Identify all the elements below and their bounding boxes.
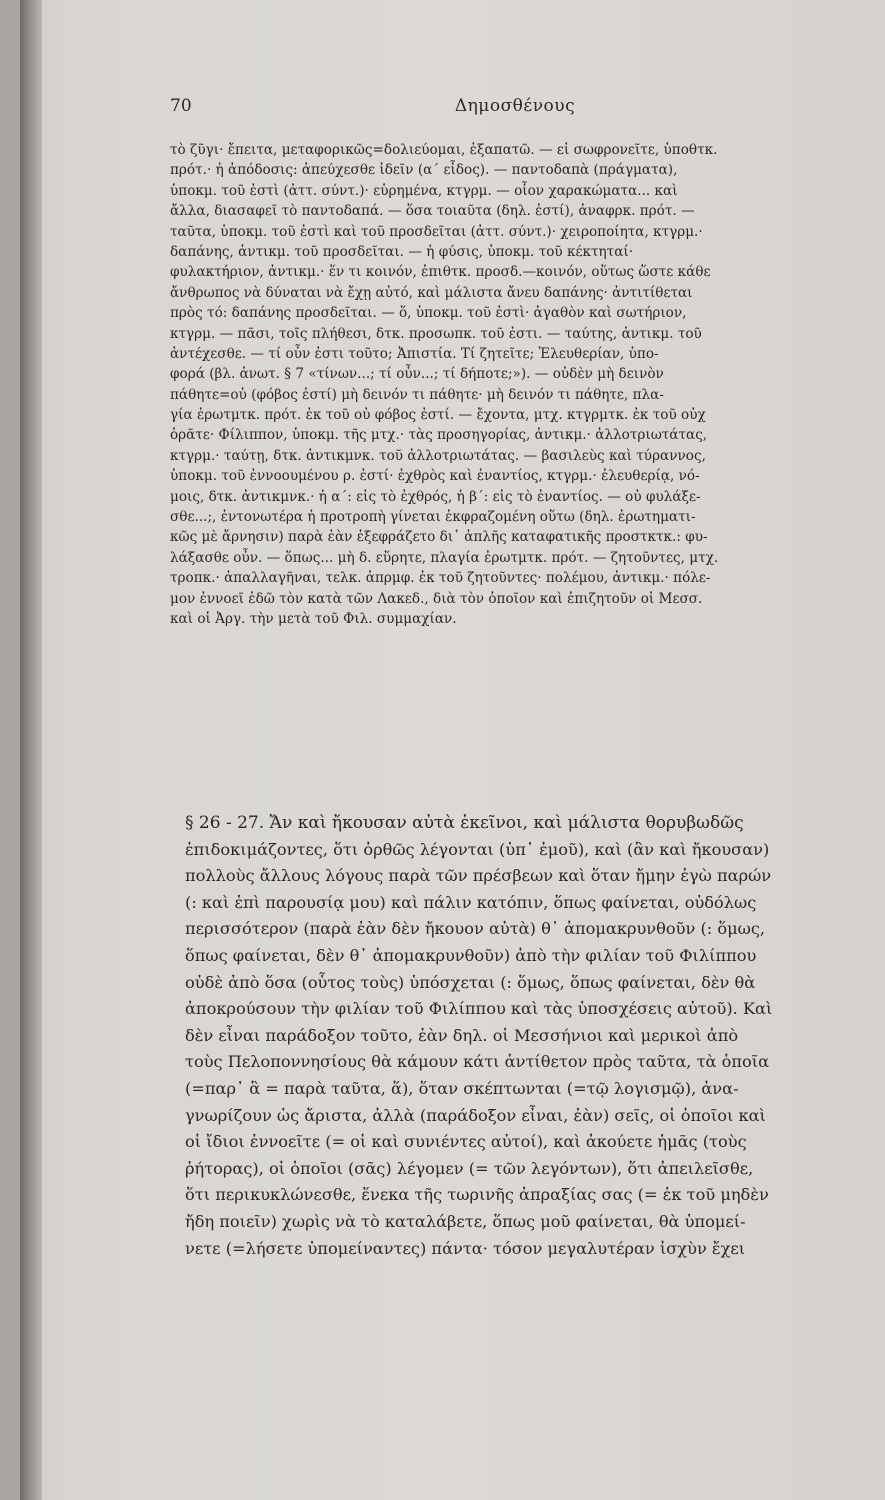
paragraph-line: περισσότερον (παρὰ ἐὰν δὲν ἤκουον αὐτὰ) θ᾽ ἀπομακρυνθοῦν (: ὅμως, — [185, 919, 766, 939]
note-line: πάθητε=οὐ (φόβος ἐστί) μὴ δεινόν τι πάθητε· μὴ δεινόν τι πάθητε, πλα- — [170, 386, 664, 403]
paragraph-line: πολλοὺς ἄλλους λόγους παρὰ τῶν πρέσβεων καὶ ὅταν ἤμην ἐγὼ παρών — [185, 866, 772, 886]
translation-paragraph — [185, 810, 885, 1262]
paragraph-line: δὲν εἶναι παράδοξον τοῦτο, ἐὰν δηλ. οἱ Μεσσήνιοι καὶ μερικοὶ ἀπὸ — [185, 1025, 739, 1045]
note-line: κῶς μὲ ἄρνησιν) παρὰ ἐὰν ἐξεφράζετο δι᾽ ἁπλῆς καταφατικῆς προστκτκ.: φυ- — [170, 529, 708, 546]
page-header — [170, 96, 860, 126]
note-line: φυλακτήριον, ἀντικμ.· ἕν τι κοινόν, ἐπιθτκ. προσδ.—κοινόν, οὕτως ὥστε κάθε — [170, 264, 711, 281]
note-line: ἄνθρωπος νὰ δύναται νὰ ἔχῃ αὐτό, καὶ μάλιστα ἄνευ δαπάνης· ἀντιτίθεται — [170, 284, 693, 301]
note-line: λάξασθε οὖν. — ὅπως... μὴ δ. εὕρητε, πλαγία ἐρωτμτκ. πρότ. — ζητοῦντες, μτχ. — [170, 549, 719, 566]
running-title: Δημοσθένους — [454, 96, 576, 116]
paragraph-line: (: καὶ ἐπὶ παρουσίᾳ μου) καὶ πάλιν κατόπιν, ὅπως φαίνεται, οὐδόλως — [185, 892, 757, 912]
note-line: φορά (βλ. ἀνωτ. § 7 «τίνων...; τί οὖν...; τί δήποτε;»). — οὐδὲν μὴ δεινὸν — [170, 366, 664, 383]
note-line: ἄλλα, διασαφεῖ τὸ παντοδαπά. — ὅσα τοιαῦτα (δηλ. ἐστί), ἀναφρκ. πρότ. — — [170, 203, 695, 220]
paragraph-line: ὅτι περικυκλώνεσθε, ἕνεκα τῆς τωρινῆς ἀπραξίας σας (= ἐκ τοῦ μηδὲν — [185, 1185, 769, 1205]
paragraph-line: (=παρ᾽ ἃ = παρὰ ταῦτα, ἅ), ὅταν σκέπτωνται (=τῷ λογισμῷ), ἀνα- — [185, 1078, 739, 1098]
note-line: πρὸς τό: δαπάνης προσδεῖται. — ὅ, ὑποκμ. τοῦ ἐστὶ· ἀγαθὸν καὶ σωτήριον, — [170, 305, 687, 322]
note-line: ὑποκμ. τοῦ ἐννοουμένου ρ. ἐστί· ἐχθρὸς καὶ ἐναντίος, κτγρμ.· ἐλευθερίᾳ, νό- — [170, 468, 700, 485]
note-line: καὶ οἱ Ἀργ. τὴν μετὰ τοῦ Φιλ. συμμαχίαν. — [170, 610, 457, 627]
page-number: 70 — [170, 96, 192, 116]
note-line: δαπάνης, ἀντικμ. τοῦ προσδεῖται. — ἡ φύσις, ὑποκμ. τοῦ κέκτηταί· — [170, 243, 634, 260]
commentary-notes — [170, 140, 885, 629]
note-line: τροπκ.· ἀπαλλαγῆναι, τελκ. ἀπρμφ. ἐκ τοῦ ζητοῦντες· πολέμου, ἀντικμ.· πόλε- — [170, 570, 711, 587]
paragraph-line: ἤδη ποιεῖν) χωρὶς νὰ τὸ καταλάβετε, ὅπως μοῦ φαίνεται, θὰ ὑπομεί- — [185, 1211, 746, 1231]
paragraph-line: ῥήτορας), οἱ ὁποῖοι (σᾶς) λέγομεν (= τῶν λεγόντων), ὅτι ἀπειλεῖσθε, — [185, 1158, 754, 1178]
section-heading-line: § 26 - 27. Ἄν καὶ ἤκουσαν αὐτὰ ἐκεῖνοι, καὶ μάλιστα θορυβωδῶς — [185, 813, 744, 833]
note-line: κτγρμ. — πᾶσι, τοῖς πλήθεσι, δτκ. προσωπκ. τοῦ ἐστι. — ταύτης, ἀντικμ. τοῦ — [170, 325, 702, 342]
note-line: μοις, δτκ. ἀντικμνκ.· ἡ α΄: εἰς τὸ ἐχθρός, ἡ β΄: εἰς τὸ ἐναντίος. — οὐ φυλάξε- — [170, 488, 701, 505]
note-line: πρότ.· ἡ ἀπόδοσις: ἀπεύχεσθε ἰδεῖν (α΄ εἶδος). — παντοδαπὰ (πράγματα), — [170, 162, 678, 179]
paragraph-line: ὅπως φαίνεται, δὲν θ᾽ ἀπομακρυνθοῦν) ἀπὸ τὴν φιλίαν τοῦ Φιλίππου — [185, 945, 757, 965]
note-line: τὸ ζῦγι· ἔπειτα, μεταφορικῶς=δολιεύομαι, ἐξαπατῶ. — εἰ σωφρονεῖτε, ὑποθτκ. — [170, 142, 718, 158]
paragraph-line: οἱ ἴδιοι ἐννοεῖτε (= οἱ καὶ συνιέντες αὐτοί), καὶ ἀκούετε ἡμᾶς (τοὺς — [185, 1132, 747, 1152]
note-line: κτγρμ.· ταύτῃ, δτκ. ἀντικμνκ. τοῦ ἀλλοτριωτάτας. — βασιλεὺς καὶ τύραννος, — [170, 447, 706, 464]
note-line: ὁρᾶτε· Φίλιππον, ὑποκμ. τῆς μτχ.· τὰς προσηγορίας, ἀντικμ.· ἀλλοτριωτάτας, — [170, 427, 708, 444]
paragraph-line: γνωρίζουν ὡς ἄριστα, ἀλλὰ (παράδοξον εἶναι, ἐὰν) σεῖς, οἱ ὁποῖοι καὶ — [185, 1105, 766, 1125]
paragraph-line: ἀποκρούσουν τὴν φιλίαν τοῦ Φιλίππου καὶ τὰς ὑποσχέσεις αὐτοῦ). Καὶ — [185, 999, 773, 1019]
paragraph-line: ἐπιδοκιμάζοντες, ὅτι ὀρθῶς λέγονται (ὑπ᾽ ἐμοῦ), καὶ (ἂν καὶ ἤκουσαν) — [185, 839, 770, 859]
note-line: σθε...;, ἐντονωτέρα ἡ προτροπὴ γίνεται ἐκφραζομένη οὕτω (δηλ. ἐρωτηματι- — [170, 509, 696, 526]
note-line: ἀντέχεσθε. — τί οὖν ἐστι τοῦτο; Ἀπιστία. Τί ζητεῖτε; Ἐλευθερίαν, ὑπο- — [170, 345, 659, 362]
book-spine-shadow — [20, 0, 42, 1500]
paragraph-line: οὐδὲ ἀπὸ ὅσα (οὗτος τοὺς) ὑπόσχεται (: ὅμως, ὅπως φαίνεται, δὲν θὰ — [185, 972, 756, 992]
note-line: μον ἐννοεῖ ἐδῶ τὸν κατὰ τῶν Λακεδ., διὰ τὸν ὁποῖον καὶ ἐπιζητοῦν οἱ Μεσσ. — [170, 590, 703, 607]
note-line: ὑποκμ. τοῦ ἐστὶ (ἀττ. σύντ.)· εὑρημένα, κτγρμ. — οἷον χαρακώματα... καὶ — [170, 182, 678, 199]
paragraph-line: νετε (=λήσετε ὑπομείναντες) πάντα· τόσον μεγαλυτέραν ἰσχὺν ἔχει — [185, 1238, 746, 1258]
book-page — [20, 0, 885, 1500]
paragraph-line: τοὺς Πελοποννησίους θὰ κάμουν κάτι ἀντίθετον πρὸς ταῦτα, τὰ ὁποῖα — [185, 1052, 770, 1072]
note-line: γία ἐρωτμτκ. πρότ. ἐκ τοῦ οὐ φόβος ἐστί. — ἔχοντα, μτχ. κτγρμτκ. ἐκ τοῦ οὐχ — [170, 407, 706, 424]
note-line: ταῦτα, ὑποκμ. τοῦ ἐστὶ καὶ τοῦ προσδεῖται (ἀττ. σύντ.)· χειροποίητα, κτγρμ.· — [170, 223, 703, 240]
